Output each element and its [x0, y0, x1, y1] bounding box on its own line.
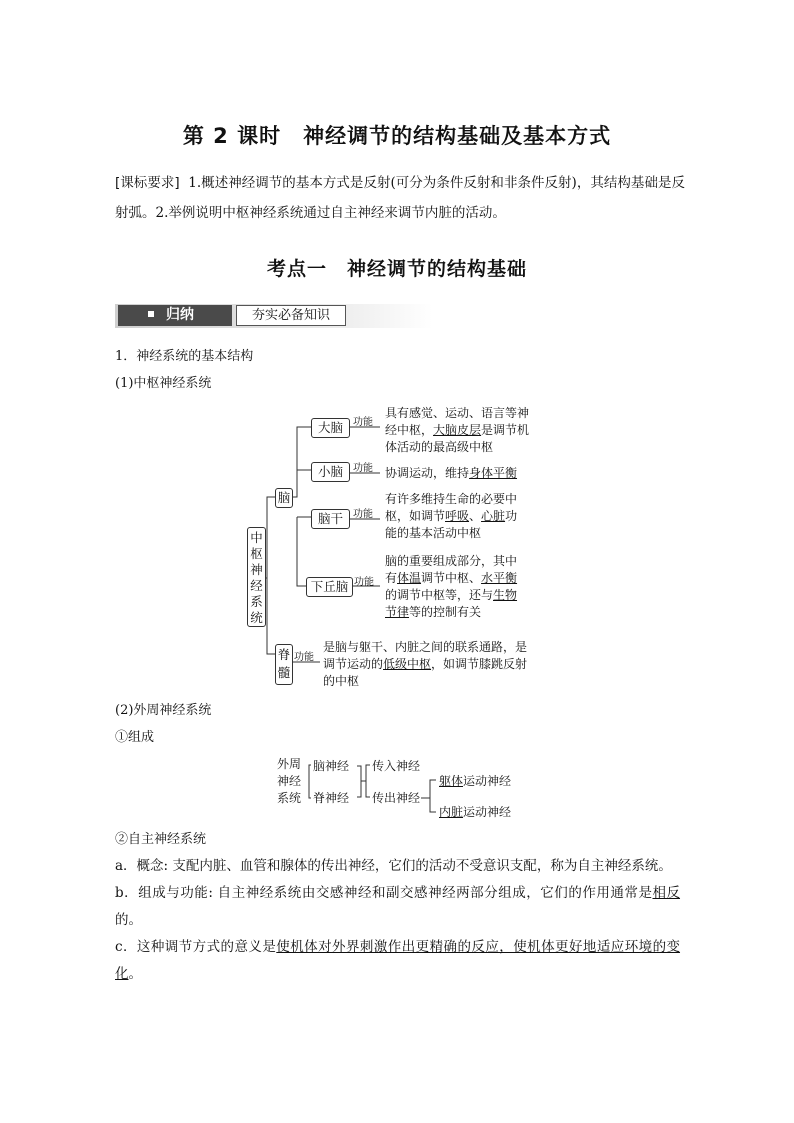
desc-line: 是脑与躯干、内脏之间的联系通路，是 — [323, 640, 528, 654]
desc-line: 脑的重要组成部分，其中 — [385, 554, 518, 568]
paragraph-significance — [115, 934, 680, 988]
desc-answer: 呼吸 — [445, 509, 470, 523]
desc-line — [385, 508, 517, 525]
desc-answer: 大脑皮层 — [433, 423, 482, 437]
cerebrum-box: 大脑 — [311, 418, 350, 438]
lesson-title: 第 2 课时 神经调节的结构基础及基本方式 — [182, 124, 612, 148]
desc-text: 枢，如调节 — [385, 509, 446, 523]
desc-text: 运动神经 — [463, 774, 512, 788]
spinal-char: 髓 — [277, 665, 291, 680]
curriculum-requirement — [115, 168, 685, 228]
desc-text: 调节运动的 — [323, 657, 384, 671]
cns-root-char: 经 — [250, 578, 263, 593]
heading-basic-structure: 1．神经系统的基本结构 — [115, 349, 254, 364]
pns-root — [277, 756, 301, 807]
requirement-text: 1.概述神经调节的基本方式是反射(可分为条件反射和非条件反射)，其结构基础是反射弧。2.举例说明中枢神经系统通过自主神经来调节内脏的活动。 — [115, 175, 685, 221]
desc-answer: 节律 — [385, 605, 410, 619]
desc-text: 是调节机 — [481, 423, 530, 437]
paragraph-concept: a．概念: 支配内脏、血管和腺体的传出神经，它们的活动不受意识支配，称为自主神经系统。 — [115, 858, 672, 874]
pns-root-line: 神经 — [277, 774, 302, 788]
desc-answer: 体温 — [397, 571, 422, 585]
para-text: 的。 — [115, 912, 142, 928]
desc-line: 的中枢 — [323, 674, 360, 688]
para-text: b．组成与功能: 自主神经系统由交感神经和副交感神经两部分组成，它们的作用通常是 — [115, 885, 653, 901]
desc-text: 运动神经 — [463, 805, 512, 819]
desc-answer: 水平衡 — [481, 571, 518, 585]
cns-root-char: 枢 — [250, 546, 263, 561]
banner-summary — [118, 305, 232, 326]
cns-root-char: 系 — [250, 594, 263, 609]
function-label: 功能 — [353, 463, 373, 474]
spinal-cord-description — [323, 639, 527, 690]
desc-text: 有 — [385, 571, 398, 585]
spinal-char: 脊 — [277, 647, 291, 662]
para-text: c．这种调节方式的意义是 — [115, 939, 277, 955]
pns-root-line: 外周 — [277, 757, 302, 771]
desc-answer: 内脏 — [439, 805, 464, 819]
desc-line — [385, 570, 517, 587]
cerebrum-description — [385, 405, 529, 456]
desc-text: 、 — [469, 509, 482, 523]
heading-pns: (2)外周神经系统 — [115, 703, 212, 718]
cns-root-char: 神 — [250, 562, 263, 577]
para-answer: 使机体对外界刺激作出更精确的反应，使机体更好地适应环境的变 — [276, 939, 681, 955]
heading-pns-composition: ①组成 — [115, 730, 155, 745]
brainstem-description — [385, 491, 517, 542]
brain-box: 脑 — [275, 488, 293, 508]
desc-line: 体活动的最高级中枢 — [385, 440, 494, 454]
function-label: 功能 — [353, 509, 373, 520]
efferent-nerve-label: 传出神经 — [372, 791, 421, 805]
pns-root-line: 系统 — [277, 791, 302, 805]
section-title: 考点一 神经调节的结构基础 — [266, 258, 527, 280]
somatic-motor-nerve — [439, 773, 511, 790]
hypothalamus-description — [385, 553, 517, 621]
banner-left-label: 归纳 — [166, 307, 194, 323]
desc-line: 有许多维持生命的必要中 — [385, 492, 518, 506]
cerebellum-description — [385, 465, 517, 482]
function-label: 功能 — [353, 417, 373, 428]
cranial-nerve-label: 脑神经 — [313, 759, 350, 773]
desc-text: 经中枢， — [385, 423, 434, 437]
spinal-nerve-label: 脊神经 — [313, 791, 350, 805]
function-label: 功能 — [294, 652, 314, 663]
desc-answer: 身体平衡 — [469, 466, 518, 480]
para-answer: 相反 — [652, 885, 681, 901]
desc-text: ，如调节膝跳反射 — [431, 657, 528, 671]
function-label: 功能 — [354, 577, 374, 588]
desc-line — [323, 656, 527, 673]
desc-text: 的调节中枢等，还与 — [385, 588, 494, 602]
desc-line: 能的基本活动中枢 — [385, 526, 482, 540]
cns-root-char: 中 — [250, 530, 263, 545]
desc-line — [385, 422, 529, 439]
desc-line: 具有感觉、运动、语言等神 — [385, 406, 530, 420]
heading-cns: (1)中枢神经系统 — [115, 376, 212, 391]
para-answer: 化 — [115, 966, 129, 982]
banner-subtitle: 夯实必备知识 — [236, 305, 346, 326]
desc-line — [385, 604, 517, 621]
desc-line — [385, 587, 517, 604]
desc-text: 调节中枢、 — [421, 571, 482, 585]
cns-root-box — [247, 527, 266, 627]
desc-answer: 心脏 — [481, 509, 506, 523]
cerebellum-box: 小脑 — [311, 462, 350, 482]
desc-answer: 躯体 — [439, 774, 464, 788]
paragraph-composition — [115, 880, 680, 934]
desc-text: 功 — [505, 509, 518, 523]
hypothalamus-box: 下丘脑 — [306, 577, 353, 597]
heading-autonomic: ②自主神经系统 — [115, 832, 207, 847]
requirement-tag: [课标要求] — [115, 175, 180, 191]
desc-text: 协调运动，维持 — [385, 466, 470, 480]
brainstem-box: 脑干 — [311, 509, 350, 529]
desc-text: 等的控制有关 — [409, 605, 482, 619]
para-text: 。 — [128, 966, 142, 982]
visceral-motor-nerve — [439, 804, 511, 821]
afferent-nerve-label: 传入神经 — [372, 759, 421, 773]
cns-root-char: 统 — [250, 610, 263, 625]
desc-answer: 生物 — [493, 588, 518, 602]
desc-answer: 低级中枢 — [383, 657, 432, 671]
square-bullet-icon — [148, 311, 154, 317]
spinal-cord-box — [275, 644, 293, 685]
